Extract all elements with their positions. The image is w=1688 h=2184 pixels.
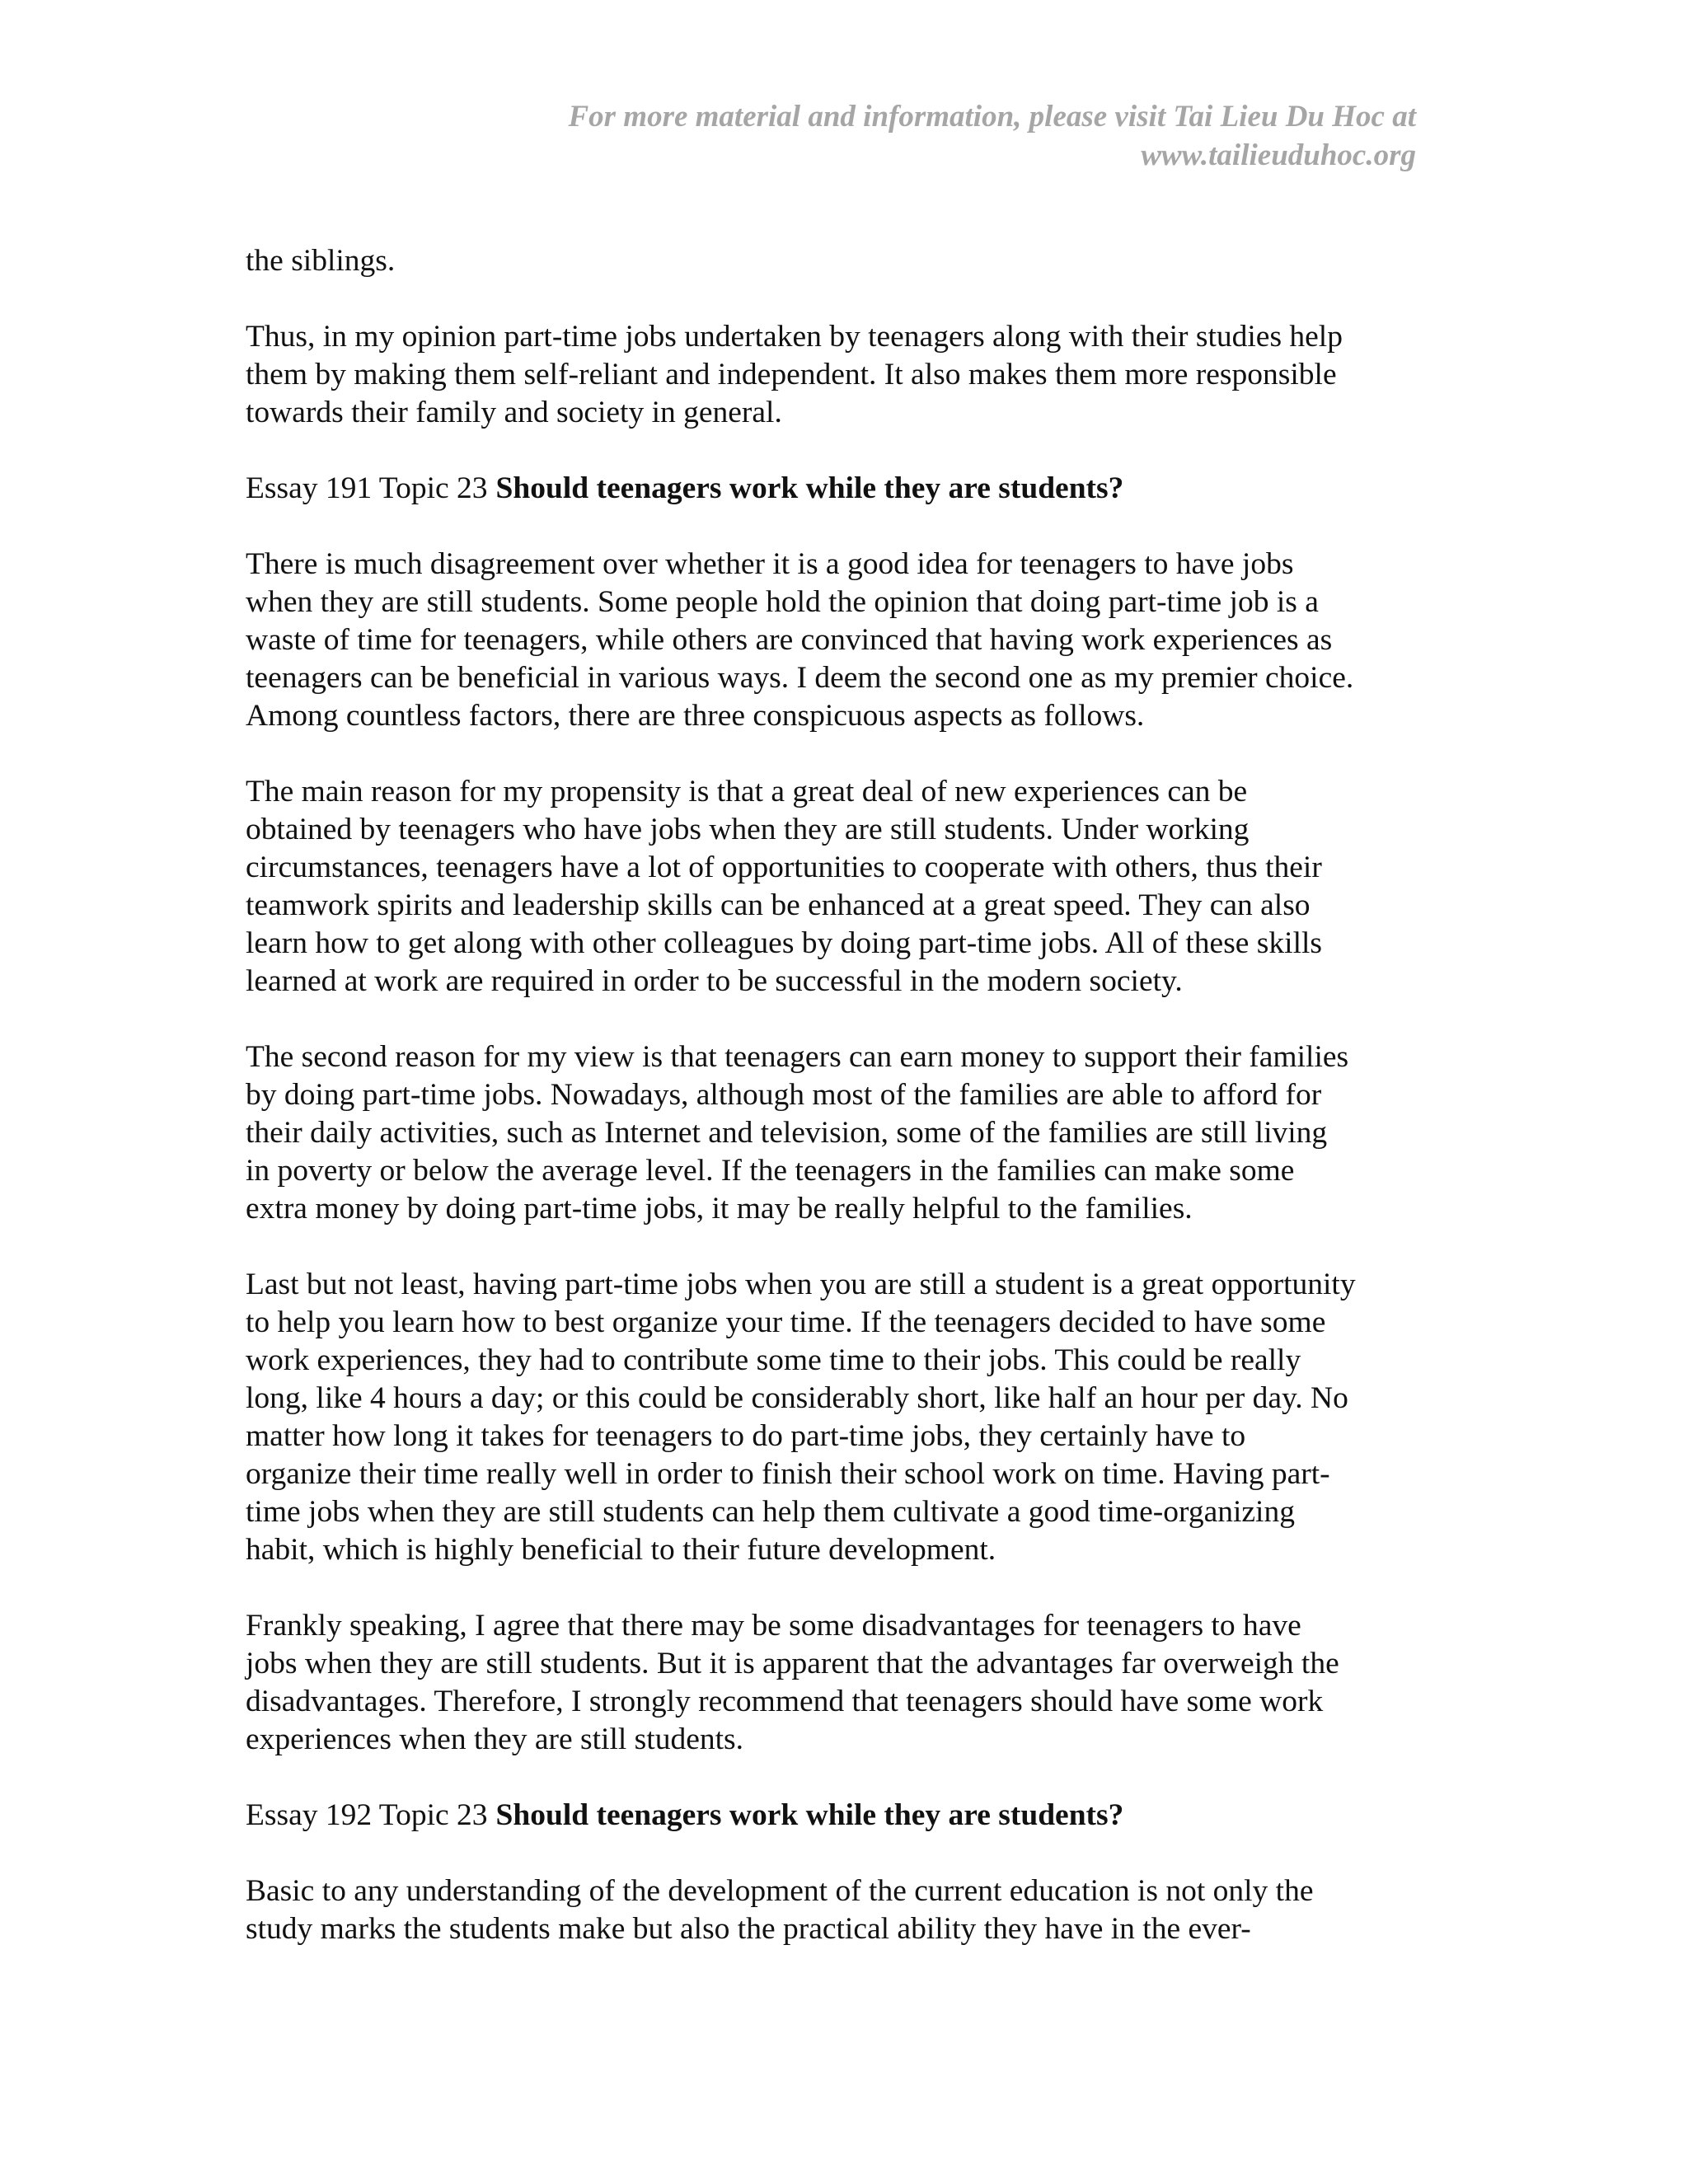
text-line: obtained by teenagers who have jobs when they are still students. Under working: [246, 813, 1250, 846]
text-line: disadvantages. Therefore, I strongly recommend that teenagers should have some work: [246, 1685, 1324, 1718]
paragraph: [246, 242, 1449, 280]
text-line: teamwork spirits and leadership skills can be enhanced at a great speed. They can also: [246, 888, 1311, 922]
essay-topic-title: Should teenagers work while they are students?: [495, 1798, 1124, 1832]
text-line: learn how to get along with other colleagues by doing part-time jobs. All of these skills: [246, 926, 1322, 960]
text-line: Among countless factors, there are three conspicuous aspects as follows.: [246, 699, 1145, 733]
text-line: The main reason for my propensity is that a great deal of new experiences can be: [246, 775, 1248, 808]
text-line: work experiences, they had to contribute some time to their jobs. This could be really: [246, 1343, 1301, 1377]
text-line: matter how long it takes for teenagers to do part-time jobs, they certainly have to: [246, 1419, 1246, 1453]
text-line: towards their family and society in general.: [246, 396, 782, 429]
text-line: waste of time for teenagers, while others are convinced that having work experiences as: [246, 623, 1333, 657]
text-line: long, like 4 hours a day; or this could be considerably short, like half an hour per day. No: [246, 1381, 1348, 1415]
text-line: The second reason for my view is that teenagers can earn money to support their families: [246, 1040, 1349, 1074]
paragraph: [246, 1872, 1449, 1948]
text-line: in poverty or below the average level. If the teenagers in the families can make some: [246, 1154, 1295, 1188]
text-line: jobs when they are still students. But it is apparent that the advantages far overweigh the: [246, 1647, 1339, 1680]
paragraph: [246, 1607, 1449, 1759]
header-line-2: www.tailieuduhoc.org: [1141, 138, 1416, 172]
text-line: circumstances, teenagers have a lot of opportunities to cooperate with others, thus their: [246, 851, 1322, 884]
text-line: by doing part-time jobs. Nowadays, although most of the families are able to afford for: [246, 1078, 1322, 1112]
text-line: extra money by doing part-time jobs, it may be really helpful to the families.: [246, 1192, 1193, 1226]
text-line: teenagers can be beneficial in various ways. I deem the second one as my premier choice.: [246, 661, 1354, 695]
essay-heading: [246, 470, 1449, 508]
text-line: the siblings.: [246, 244, 396, 278]
essay-heading: [246, 1797, 1449, 1835]
text-line: organize their time really well in order to finish their school work on time. Having part-: [246, 1457, 1330, 1491]
text-line: them by making them self-reliant and independent. It also makes them more responsible: [246, 358, 1337, 391]
text-line: when they are still students. Some people hold the opinion that doing part-time job is a: [246, 585, 1319, 619]
text-line: their daily activities, such as Internet and television, some of the families are still living: [246, 1116, 1328, 1150]
paragraph: [246, 546, 1449, 735]
text-line: study marks the students make but also the practical ability they have in the ever-: [246, 1912, 1251, 1946]
paragraph: [246, 318, 1449, 432]
essay-label: Essay 192 Topic 23: [246, 1798, 488, 1832]
paragraph: [246, 1266, 1449, 1569]
text-line: There is much disagreement over whether it is a good idea for teenagers to have jobs: [246, 547, 1294, 581]
header-line-1: For more material and information, please visit Tai Lieu Du Hoc at: [568, 100, 1416, 134]
document-body: [246, 242, 1449, 1986]
essay-label: Essay 191 Topic 23: [246, 471, 488, 505]
paragraph: [246, 773, 1449, 1001]
text-line: Frankly speaking, I agree that there may be some disadvantages for teenagers to have: [246, 1609, 1301, 1643]
text-line: habit, which is highly beneficial to their future development.: [246, 1533, 996, 1567]
text-line: Basic to any understanding of the development of the current education is not only the: [246, 1874, 1314, 1908]
text-line: Last but not least, having part-time jobs when you are still a student is a great opportunity: [246, 1268, 1356, 1301]
text-line: learned at work are required in order to be successful in the modern society.: [246, 964, 1183, 998]
page-header: [345, 97, 1416, 175]
paragraph: [246, 1038, 1449, 1228]
text-line: experiences when they are still students.: [246, 1722, 743, 1756]
essay-topic-title: Should teenagers work while they are students?: [495, 471, 1124, 505]
text-line: Thus, in my opinion part-time jobs undertaken by teenagers along with their studies help: [246, 320, 1343, 354]
text-line: time jobs when they are still students can help them cultivate a good time-organizing: [246, 1495, 1295, 1529]
text-line: to help you learn how to best organize your time. If the teenagers decided to have some: [246, 1305, 1326, 1339]
